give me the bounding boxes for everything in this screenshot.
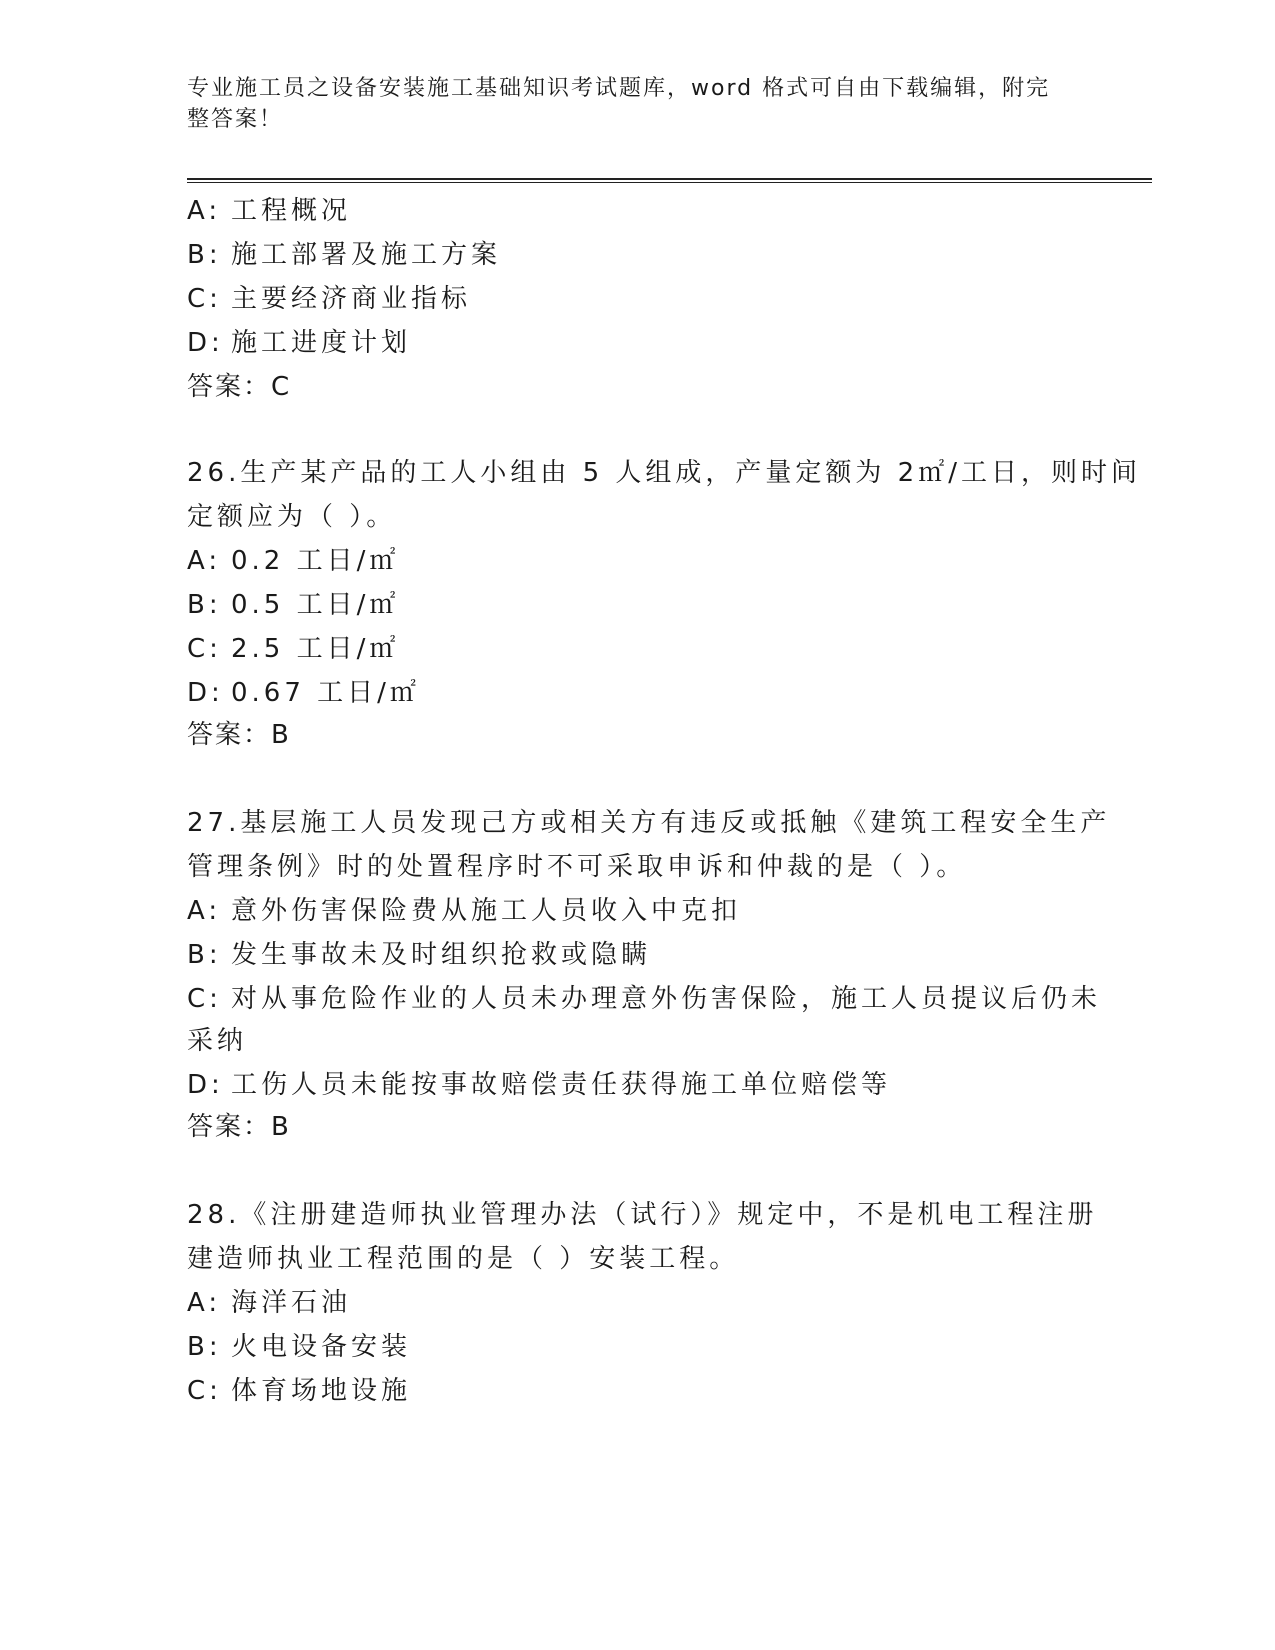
q26-option-d: D: 0.67 工日/㎡	[187, 678, 420, 708]
q25-option-a: A: 工程概况	[187, 196, 352, 226]
q27-option-c: C: 对从事危险作业的人员未办理意外伤害保险，施工人员提议后仍未	[187, 984, 1102, 1014]
q28-option-c: C: 体育场地设施	[187, 1376, 412, 1406]
q25-answer: 答案：C	[187, 372, 292, 402]
q27-option-d: D: 工伤人员未能按事故赔偿责任获得施工单位赔偿等	[187, 1070, 892, 1100]
q26-option-c: C: 2.5 工日/㎡	[187, 634, 400, 664]
q27-option-c-continuation: 采纳	[187, 1026, 248, 1056]
q25-option-b: B: 施工部署及施工方案	[187, 240, 502, 270]
header-line-2: 整答案！	[187, 107, 284, 132]
q28-stem-line-2: 建造师执业工程范围的是（ ）安装工程。	[187, 1244, 740, 1274]
q26-answer: 答案：B	[187, 720, 291, 750]
q28-option-a: A: 海洋石油	[187, 1288, 352, 1318]
header-line-1: 专业施工员之设备安装施工基础知识考试题库，word 格式可自由下载编辑，附完	[187, 76, 1051, 101]
q25-option-c: C: 主要经济商业指标	[187, 284, 472, 314]
q27-stem-line-1: 27.基层施工人员发现己方或相关方有违反或抵触《建筑工程安全生产	[187, 808, 1111, 838]
header-divider	[187, 178, 1152, 183]
q28-stem-line-1: 28.《注册建造师执业管理办法（试行）》规定中，不是机电工程注册	[187, 1200, 1098, 1230]
q27-answer: 答案：B	[187, 1112, 291, 1142]
q26-stem-line-1: 26.生产某产品的工人小组由 5 人组成，产量定额为 2㎡/工日，则时间	[187, 458, 1141, 488]
q28-option-b: B: 火电设备安装	[187, 1332, 412, 1362]
q25-option-d: D: 施工进度计划	[187, 328, 412, 358]
document-header	[187, 73, 1077, 135]
q27-option-a: A: 意外伤害保险费从施工人员收入中克扣	[187, 896, 742, 926]
q26-option-b: B: 0.5 工日/㎡	[187, 590, 400, 620]
q26-option-a: A: 0.2 工日/㎡	[187, 546, 400, 576]
q27-stem-line-2: 管理条例》时的处置程序时不可采取申诉和仲裁的是（ ）。	[187, 852, 967, 882]
q27-option-b: B: 发生事故未及时组织抢救或隐瞒	[187, 940, 652, 970]
q26-stem-line-2: 定额应为（ ）。	[187, 502, 397, 532]
